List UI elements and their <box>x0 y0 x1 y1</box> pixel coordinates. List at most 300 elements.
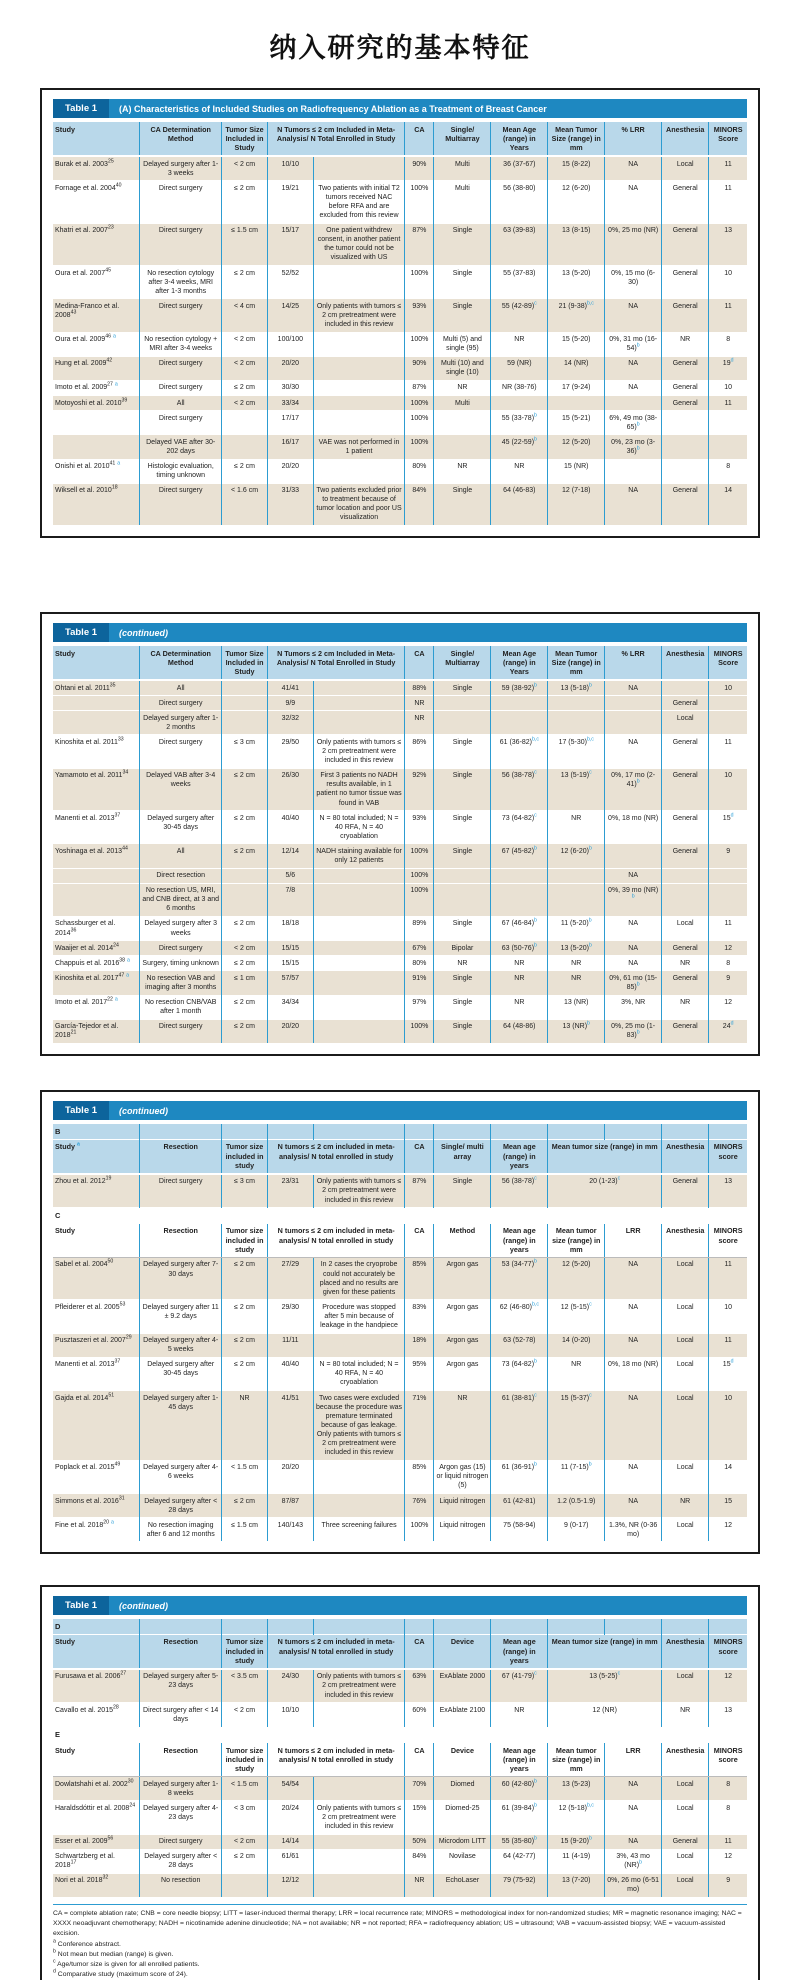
table-cell: Imoto et al. 2009$^{27}$ $^a$ <box>53 380 140 395</box>
table-cell <box>313 941 405 956</box>
table-cell: Delayed surgery after 1-45 days <box>140 1391 222 1461</box>
table-header-row <box>53 646 747 681</box>
table-cell: 13 $(5-18)^b$ <box>548 680 605 696</box>
table-cell: 13 (8-15) <box>548 223 605 265</box>
table-cell: Multi <box>434 156 491 181</box>
table-cell: 13 (7-20) <box>548 1873 605 1897</box>
table-cell: Delayed VAB after 3-4 weeks <box>140 768 222 810</box>
table-cell <box>222 868 268 883</box>
table-cell: 56 $(38-78)^c$ <box>491 1174 548 1208</box>
table-cell: 11 <box>709 156 747 181</box>
table-cell: 0%, 25 mo (NR) <box>605 223 662 265</box>
table-cell: Microdom LITT <box>434 1834 491 1849</box>
table-cell: General <box>662 696 709 711</box>
column-header: Study $^a$ <box>53 1139 140 1174</box>
table-cell: 10/10 <box>267 156 313 181</box>
table-caption: (A) Characteristics of Included Studies on Radiofrequency Ablation as a Treatment of Breast Cancer <box>119 103 547 114</box>
column-header: MINORS Score <box>709 122 747 157</box>
table-row <box>53 223 747 265</box>
table-cell: Local <box>662 1333 709 1357</box>
table-cell: 11 (4-19) <box>548 1849 605 1873</box>
column-header: CA <box>405 646 434 681</box>
table-cell: ≤ 2 cm <box>222 768 268 810</box>
table-cell: All <box>140 396 222 411</box>
table-cell: 63% <box>405 1669 434 1703</box>
table-cell: Delayed surgery after 1-8 weeks <box>140 1777 222 1801</box>
table-cell: 11 $(5-20)^b$ <box>548 916 605 940</box>
table-cell: ≤ 2 cm <box>222 844 268 868</box>
table-cell: ≤ 2 cm <box>222 956 268 971</box>
column-header: CA <box>405 122 434 157</box>
table-cell <box>313 1494 405 1518</box>
table-cell: 45 $(22-59)^b$ <box>491 435 548 459</box>
table-cell: 0%, 31 mo $(16-54)^b$ <box>605 332 662 356</box>
table-cell: NA <box>605 299 662 332</box>
table-cell: NR <box>662 332 709 356</box>
table-cell: No resection VAB and imaging after 3 months <box>140 971 222 995</box>
column-header: Single/ Multiarray <box>434 122 491 157</box>
table-cell: 59 (NR) <box>491 356 548 380</box>
table-cell <box>662 680 709 696</box>
table-cell: 33/34 <box>267 396 313 411</box>
table-row <box>53 995 747 1019</box>
table-cell: Argon gas <box>434 1300 491 1333</box>
table-cell: Delayed VAE after 30-202 days <box>140 435 222 459</box>
table-cell: Burak et al. 2003$^{25}$ <box>53 156 140 181</box>
table-cell <box>313 396 405 411</box>
section-label-row <box>53 1727 747 1743</box>
section-label-filler <box>709 1619 747 1635</box>
table-cell: NA <box>605 1391 662 1461</box>
table-cell: N = 80 total included; N = 40 RFA, N = 40 cryoablation <box>313 1357 405 1390</box>
table-cell: Delayed surgery after 4-6 weeks <box>140 1460 222 1493</box>
column-header: Resection <box>140 1743 222 1777</box>
table-cell: 12 <box>709 995 747 1019</box>
table-cell: 9 <box>709 844 747 868</box>
table-cell: Manenti et al. 2013$^{37}$ <box>53 1357 140 1390</box>
table-cell: 13 <box>709 1703 747 1727</box>
table-cell: Local <box>662 1257 709 1299</box>
table-cell: 63 $(50-76)^b$ <box>491 941 548 956</box>
table-cell: ≤ 2 cm <box>222 1357 268 1390</box>
table-cell: NR (38-76) <box>491 380 548 395</box>
table-cell: 13 <box>709 223 747 265</box>
column-header: MINORS score <box>709 1139 747 1174</box>
table-cell: 8 <box>709 1801 747 1834</box>
table-cell: Delayed surgery after 1-3 weeks <box>140 156 222 181</box>
table-row <box>53 883 747 916</box>
table-cell: Three screening failures <box>313 1518 405 1542</box>
table-cell: Ohtani et al. 2011$^{35}$ <box>53 680 140 696</box>
table-cell: NA <box>605 868 662 883</box>
table-row <box>53 1834 747 1849</box>
table-cell: No resection imaging after 6 and 12 months <box>140 1518 222 1542</box>
table-cell <box>53 868 140 883</box>
table-cell <box>313 883 405 916</box>
table-cell: No resection <box>140 1873 222 1897</box>
column-header: Study <box>53 1223 140 1257</box>
column-header: Tumor size included in study <box>222 1223 268 1257</box>
table-cell: NR <box>434 956 491 971</box>
table-cell: 90% <box>405 356 434 380</box>
table-cell: ≤ 2 cm <box>222 1019 268 1043</box>
table-cell: 87% <box>405 1174 434 1208</box>
table-cell: 71% <box>405 1391 434 1461</box>
table-title-bar <box>53 99 747 118</box>
table-cell: 18% <box>405 1333 434 1357</box>
table-cell: NR <box>491 332 548 356</box>
table-cell: ExAblate 2000 <box>434 1669 491 1703</box>
table-cell <box>662 411 709 435</box>
table-row <box>53 971 747 995</box>
table-cell <box>313 266 405 299</box>
section-label-filler <box>313 1124 405 1140</box>
table-cell <box>605 696 662 711</box>
table-cell <box>434 696 491 711</box>
table-cell: 79 (75-92) <box>491 1873 548 1897</box>
section-label: C <box>53 1208 747 1224</box>
column-header: Mean Tumor Size (range) in mm <box>548 646 605 681</box>
table-cell: 13 (NR) <box>548 995 605 1019</box>
table-cell: 17/17 <box>267 411 313 435</box>
table-cell: First 3 patients no NADH results available, in 1 patient no tumor tissue was found in VAB <box>313 768 405 810</box>
table-cell: 52/52 <box>267 266 313 299</box>
table-cell: 10/10 <box>267 1703 313 1727</box>
table-cell: Local <box>662 1300 709 1333</box>
column-header: Mean tumor size (range) in mm <box>548 1634 662 1669</box>
table-cell: 36 (37-67) <box>491 156 548 181</box>
column-header: Mean tumor size (range) in mm <box>548 1743 605 1777</box>
section-label: B <box>53 1124 140 1140</box>
table-cell: Diomed <box>434 1777 491 1801</box>
table-cell: 14 (0-20) <box>548 1333 605 1357</box>
table-cell <box>491 868 548 883</box>
table-cell: NR <box>491 971 548 995</box>
table-cell <box>709 883 747 916</box>
table-cell: 12 <box>709 941 747 956</box>
table-footnotes <box>53 1904 747 1980</box>
table-cell <box>222 711 268 735</box>
table-cell: Pusztaszeri et al. 2007$^{29}$ <box>53 1333 140 1357</box>
table-cell: 80% <box>405 956 434 971</box>
table-cell: 11 <box>709 299 747 332</box>
column-header: CA Determination Method <box>140 122 222 157</box>
table-cell <box>709 411 747 435</box>
table-row <box>53 411 747 435</box>
table-cell: No resection US, MRI, and CNB direct, at 3 and 6 months <box>140 883 222 916</box>
table-cell: 14/14 <box>267 1834 313 1849</box>
table-cell: 20/24 <box>267 1801 313 1834</box>
table-cell: Delayed surgery after 3 weeks <box>140 916 222 940</box>
table-cell <box>709 696 747 711</box>
table-cell: NADH staining available for only 12 patients <box>313 844 405 868</box>
column-header: N Tumors ≤ 2 cm Included in Meta-Analysis/ N Total Enrolled in Study <box>267 122 404 157</box>
table-cell: Direct surgery <box>140 223 222 265</box>
table-cell: Onishi et al. 2010$^{41}$ $^a$ <box>53 459 140 483</box>
table-cell: Only patients with tumors ≤ 2 cm pretreatment were included in this review <box>313 1801 405 1834</box>
column-header: N tumors ≤ 2 cm included in meta-analysis/ N total enrolled in study <box>267 1634 404 1669</box>
table-cell: 87% <box>405 380 434 395</box>
table-cell: 88% <box>405 680 434 696</box>
table-cell: Local <box>662 1777 709 1801</box>
column-header: Resection <box>140 1223 222 1257</box>
table-cell: 91% <box>405 971 434 995</box>
table-row <box>53 768 747 810</box>
table-cell: NA <box>605 1300 662 1333</box>
table-cell: 14 (NR) <box>548 356 605 380</box>
table-cell: ≤ 2 cm <box>222 1300 268 1333</box>
table-cell: Argon gas <box>434 1357 491 1390</box>
table-row <box>53 380 747 395</box>
table-cell: 0%, 39 mo (NR) $^b$ <box>605 883 662 916</box>
table-cell: NA <box>605 1494 662 1518</box>
table-cell: 12 (NR) <box>548 1703 662 1727</box>
table-cell <box>434 883 491 916</box>
table-cell: Local <box>662 711 709 735</box>
table-cell: 11 <box>709 1333 747 1357</box>
table-cell: General <box>662 181 709 223</box>
table-cell: 1.3%, NR (0-36 mo) <box>605 1518 662 1542</box>
table-cell: 15 <box>709 1494 747 1518</box>
column-header: CA <box>405 1223 434 1257</box>
table-cell: 10 <box>709 266 747 299</box>
table-cell: Schwartzberg et al. 2018$^{17}$ <box>53 1849 140 1873</box>
column-header: % LRR <box>605 646 662 681</box>
table-header-row <box>53 122 747 157</box>
column-header: % LRR <box>605 122 662 157</box>
table-cell: 67 $(41-79)^c$ <box>491 1669 548 1703</box>
table-cell: All <box>140 844 222 868</box>
column-header: Mean tumor size (range) in mm <box>548 1223 605 1257</box>
section-label-row <box>53 1208 747 1224</box>
data-table <box>53 645 747 1043</box>
table-cell: 100% <box>405 181 434 223</box>
table-cell: 11 <box>709 396 747 411</box>
table-row <box>53 1849 747 1873</box>
table-cell: 24$^d$ <box>709 1019 747 1043</box>
column-header: CA <box>405 1634 434 1669</box>
table-cell: NA <box>605 156 662 181</box>
table-cell: < 2 cm <box>222 396 268 411</box>
table-cell: 55 $(42-89)^c$ <box>491 299 548 332</box>
table-row <box>53 459 747 483</box>
table-cell <box>434 411 491 435</box>
table-cell: 75 (58-94) <box>491 1518 548 1542</box>
table-cell: General <box>662 483 709 525</box>
table-cell: Argon gas <box>434 1257 491 1299</box>
table-cell: Liquid nitrogen <box>434 1518 491 1542</box>
table-row <box>53 1333 747 1357</box>
table-cell: Zhou et al. 2012$^{19}$ <box>53 1174 140 1208</box>
table-cell: N = 80 total included; N = 40 RFA, N = 40 cryoablation <box>313 811 405 844</box>
column-header: Mean Tumor Size (range) in mm <box>548 122 605 157</box>
table-cell: 40/40 <box>267 811 313 844</box>
section-label-filler <box>434 1619 491 1635</box>
table-cell: NR <box>405 711 434 735</box>
table-cell: 100% <box>405 411 434 435</box>
table-cell: 29/30 <box>267 1300 313 1333</box>
table-cell: NR <box>222 1391 268 1461</box>
table-cell: Yamamoto et al. 2011$^{34}$ <box>53 768 140 810</box>
table-cell: NR <box>548 1357 605 1390</box>
table-cell: Delayed surgery after < 28 days <box>140 1494 222 1518</box>
table-cell: 17 (9-24) <box>548 380 605 395</box>
column-header: Study <box>53 646 140 681</box>
table-cell <box>313 1460 405 1493</box>
table-cell: Poplack et al. 2015$^{49}$ <box>53 1460 140 1493</box>
table-cell: 13 <box>709 1174 747 1208</box>
table-cell: 55 (37-83) <box>491 266 548 299</box>
table-cell: 19$^d$ <box>709 356 747 380</box>
table-cell: ≤ 2 cm <box>222 266 268 299</box>
table-cell: 7/8 <box>267 883 313 916</box>
table-cell: 85% <box>405 1460 434 1493</box>
table-row <box>53 435 747 459</box>
table-cell: 87% <box>405 223 434 265</box>
column-header: Mean age (range) in years <box>491 1743 548 1777</box>
table-cell: Single <box>434 266 491 299</box>
table-cell: 53 $(34-77)^b$ <box>491 1257 548 1299</box>
table-cell: 27/29 <box>267 1257 313 1299</box>
table-cell: 61 $(39-84)^b$ <box>491 1801 548 1834</box>
table-cell: NR <box>662 1703 709 1727</box>
table-cell: VAE was not performed in 1 patient <box>313 435 405 459</box>
table-cell: 64 (42-77) <box>491 1849 548 1873</box>
table-cell: No resection CNB/VAB after 1 month <box>140 995 222 1019</box>
section-label-filler <box>548 1124 605 1140</box>
table-cell: ≤ 1 cm <box>222 971 268 995</box>
section-label-filler <box>605 1124 662 1140</box>
section-label-filler <box>434 1124 491 1140</box>
table-cell: 100% <box>405 332 434 356</box>
table-row <box>53 1494 747 1518</box>
table-number-chip: Table 1 <box>53 1596 109 1615</box>
table-cell: 12 <box>709 1849 747 1873</box>
table-cell: Direct surgery <box>140 483 222 525</box>
table-cell: < 1.5 cm <box>222 1460 268 1493</box>
column-header: Study <box>53 1743 140 1777</box>
section-label-filler <box>267 1619 313 1635</box>
table-cell: In 2 cases the cryoprobe could not accurately be placed and no results are given for these patients <box>313 1257 405 1299</box>
table-cell: 10 <box>709 680 747 696</box>
table-cell: General <box>662 380 709 395</box>
table-block-continued-2 <box>40 1090 760 1554</box>
section-label-filler <box>313 1619 405 1635</box>
table-cell: Only patients with tumors ≤ 2 cm pretreatment were included in this review <box>313 1174 405 1208</box>
column-header: CA Determination Method <box>140 646 222 681</box>
table-cell <box>222 1873 268 1897</box>
table-cell <box>662 868 709 883</box>
table-cell: 55 $(33-78)^b$ <box>491 411 548 435</box>
table-cell <box>222 435 268 459</box>
table-cell: 14/25 <box>267 299 313 332</box>
table-cell: ≤ 2 cm <box>222 380 268 395</box>
table-cell: ≤ 3 cm <box>222 1174 268 1208</box>
data-table <box>53 121 747 525</box>
table-cell: 83% <box>405 1300 434 1333</box>
table-cell <box>548 868 605 883</box>
table-caption: (continued) <box>119 627 169 638</box>
column-header: Tumor size included in study <box>222 1634 268 1669</box>
table-cell: 67 $(45-82)^b$ <box>491 844 548 868</box>
column-header: MINORS score <box>709 1743 747 1777</box>
table-cell: Histologic evaluation, timing unknown <box>140 459 222 483</box>
table-cell: ≤ 2 cm <box>222 811 268 844</box>
column-header: Mean tumor size (range) in mm <box>548 1139 662 1174</box>
table-cell: Direct surgery <box>140 1834 222 1849</box>
table-cell: 9 <box>709 1873 747 1897</box>
section-label-filler <box>222 1124 268 1140</box>
section-label-filler <box>405 1124 434 1140</box>
section-label-filler <box>140 1124 222 1140</box>
table-cell: Direct surgery <box>140 181 222 223</box>
table-cell: Single <box>434 1019 491 1043</box>
table-cell: 70% <box>405 1777 434 1801</box>
table-cell: 12 <box>709 1669 747 1703</box>
section-label-filler <box>548 1619 605 1635</box>
section-label-filler <box>267 1124 313 1140</box>
table-cell: Delayed surgery after 5-23 days <box>140 1669 222 1703</box>
table-cell: Direct surgery <box>140 380 222 395</box>
table-cell: 100% <box>405 435 434 459</box>
table-cell: 100% <box>405 1019 434 1043</box>
table-cell: 56 (38-80) <box>491 181 548 223</box>
table-cell: 15 (5-20) <box>548 332 605 356</box>
table-cell: < 3.5 cm <box>222 1669 268 1703</box>
table-cell: 12 $(5-18)^{b,c}$ <box>548 1801 605 1834</box>
table-cell: < 2 cm <box>222 356 268 380</box>
table-cell: ExAblate 2100 <box>434 1703 491 1727</box>
table-cell: Pfleiderer et al. 2005$^{53}$ <box>53 1300 140 1333</box>
table-cell: Multi <box>434 396 491 411</box>
table-cell: Gajda et al. 2014$^{51}$ <box>53 1391 140 1461</box>
section-label: D <box>53 1619 140 1635</box>
section-label-row <box>53 1124 747 1140</box>
table-cell <box>491 396 548 411</box>
table-cell: NA <box>605 356 662 380</box>
table-cell: 73 $(64-82)^c$ <box>491 811 548 844</box>
table-cell: Esser et al. 2009$^{56}$ <box>53 1834 140 1849</box>
table-cell: 63 (52-78) <box>491 1333 548 1357</box>
table-cell: Motoyoshi et al. 2010$^{39}$ <box>53 396 140 411</box>
table-cell: 13 (NR)$^b$ <box>548 1019 605 1043</box>
table-row <box>53 266 747 299</box>
table-row <box>53 356 747 380</box>
section-label: E <box>53 1727 747 1743</box>
table-row <box>53 735 747 768</box>
column-header: CA <box>405 1139 434 1174</box>
table-cell: Two cases were excluded because the procedure was premature terminated because of gas leakage. Only patients with tumors ≤ 2 cm pretreatment were included in this review <box>313 1391 405 1461</box>
table-cell <box>548 883 605 916</box>
table-cell: Delayed surgery after 4-23 days <box>140 1801 222 1834</box>
table-cell: 9 <box>709 971 747 995</box>
table-cell: 19/21 <box>267 181 313 223</box>
table-cell: Local <box>662 1801 709 1834</box>
table-cell: 21 $(9-38)^{b,c}$ <box>548 299 605 332</box>
table-cell: 12 (6-20) <box>548 181 605 223</box>
table-cell: NR <box>491 1703 548 1727</box>
table-cell: NR <box>662 995 709 1019</box>
table-cell: 50% <box>405 1834 434 1849</box>
table-cell: 11 <box>709 181 747 223</box>
table-cell <box>605 844 662 868</box>
table-cell: 90% <box>405 156 434 181</box>
table-cell: NR <box>548 971 605 995</box>
table-cell: 16/17 <box>267 435 313 459</box>
table-cell: 41/51 <box>267 1391 313 1461</box>
table-cell <box>313 332 405 356</box>
table-cell: 12/12 <box>267 1873 313 1897</box>
